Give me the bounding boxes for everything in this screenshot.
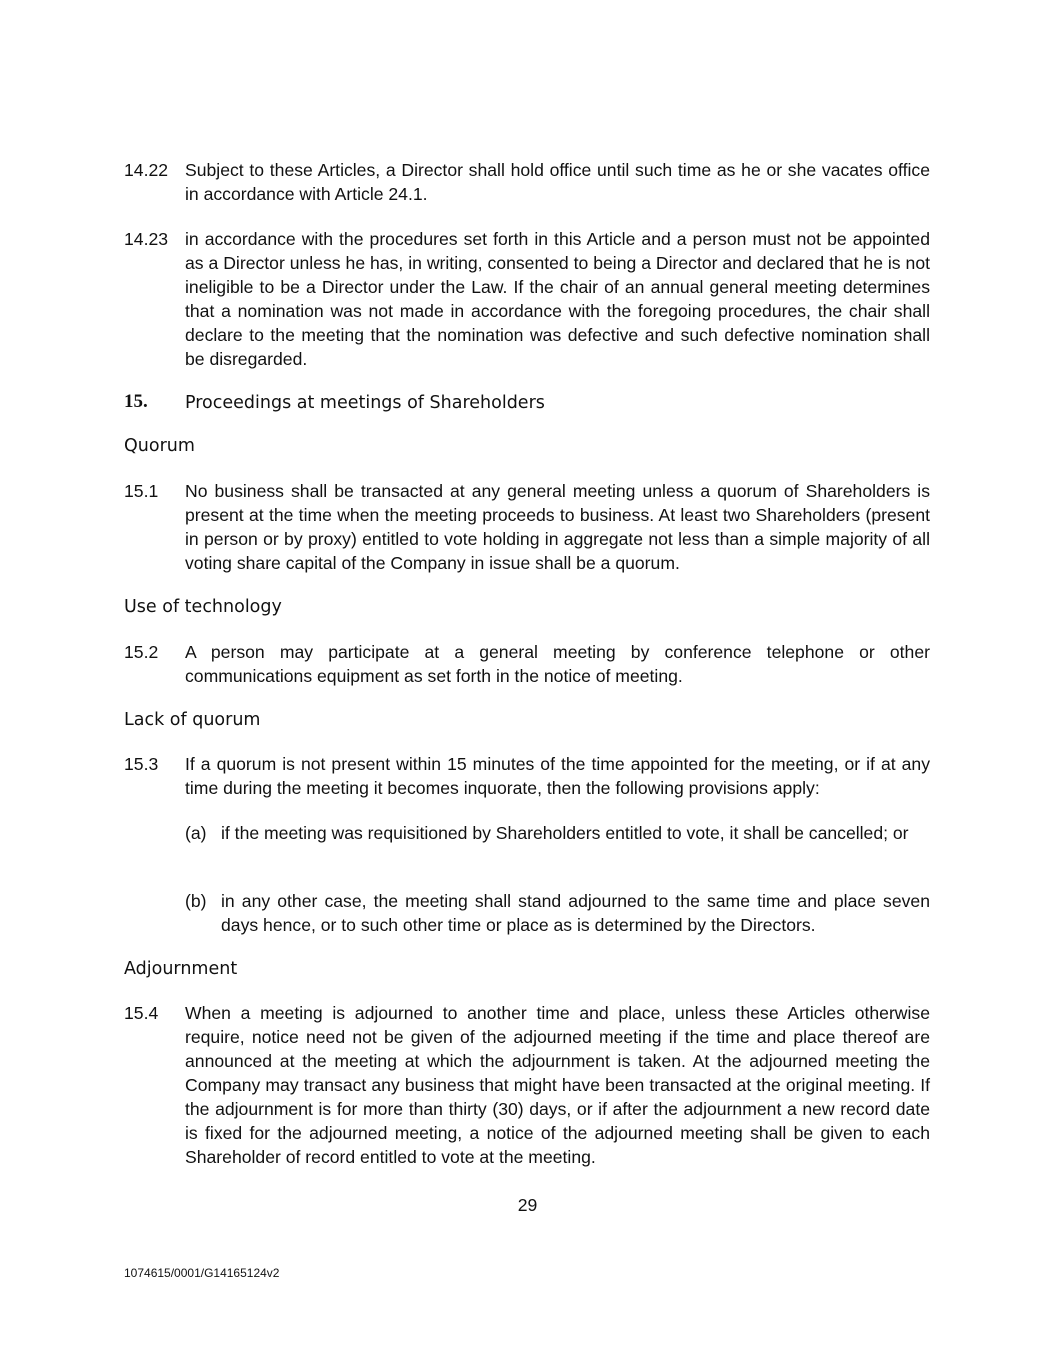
document-reference: 1074615/0001/G14165124v2 — [124, 1266, 280, 1280]
section-15-heading — [124, 390, 545, 415]
clause-number: 15.1 — [124, 481, 159, 501]
clause-14-22 — [124, 158, 930, 206]
subclause-15-3-b — [185, 889, 930, 937]
clause-text: Subject to these Articles, a Director shall hold office until such time as he or she vacates office in accordance with Article 24.1. — [185, 160, 930, 204]
subclause-label: (b) — [185, 891, 207, 911]
subclause-text: in any other case, the meeting shall stand adjourned to the same time and place seven days hence, or to such other time or place as is determined by the Directors. — [221, 891, 930, 935]
technology-heading: Use of technology — [124, 597, 282, 617]
lack-of-quorum-heading: Lack of quorum — [124, 710, 261, 730]
clause-15-4 — [124, 1001, 930, 1169]
clause-number: 15.3 — [124, 754, 159, 774]
subclause-text: if the meeting was requisitioned by Shareholders entitled to vote, it shall be cancelled; or — [221, 823, 909, 843]
clause-number: 15.4 — [124, 1003, 159, 1023]
subclause-15-3-a — [185, 821, 930, 845]
clause-number: 15.2 — [124, 642, 159, 662]
clause-number: 14.23 — [124, 229, 169, 249]
clause-text: When a meeting is adjourned to another time and place, unless these Articles otherwise require, notice need not be given of the adjourned meeting if the time and place thereof are announced at the meeting at which the adjournment is taken. At the adjourned meeting the Company may transact any business that might have been transacted at the original meeting. If the adjournment is for more than thirty (30) days, or if after the adjournment a new record date is fixed for the adjourned meeting, a notice of the adjourned meeting shall be given to each Shareholder of record entitled to vote at the meeting. — [185, 1003, 930, 1167]
clause-text: A person may participate at a general meeting by conference telephone or other communications equipment as set forth in the notice of meeting. — [185, 642, 930, 686]
quorum-heading: Quorum — [124, 436, 195, 456]
clause-15-3 — [124, 752, 930, 800]
section-title: Proceedings at meetings of Shareholders — [185, 393, 545, 413]
clause-text: No business shall be transacted at any general meeting unless a quorum of Shareholders is present at the time when the meeting proceeds to business. At least two Shareholders (present in person or by proxy) entitled to vote holding in aggregate not less than a simple majority of all voting share capital of the Company in issue shall be a quorum. — [185, 481, 930, 573]
clause-text: in accordance with the procedures set forth in this Article and a person must not be appointed as a Director unless he has, in writing, consented to being a Director and declared that he is not ineligible to be a Director under the Law. If the chair of an annual general meeting determines that a nomination was not made in accordance with the foregoing procedures, the chair shall declare to the meeting that the nomination was defective and such defective nomination shall be disregarded. — [185, 229, 930, 369]
clause-15-2 — [124, 640, 930, 688]
clause-15-1 — [124, 479, 930, 575]
adjournment-heading: Adjournment — [124, 959, 238, 979]
page-number: 29 — [517, 1195, 538, 1215]
subclause-label: (a) — [185, 823, 207, 843]
section-number: 15. — [124, 391, 148, 412]
clause-number: 14.22 — [124, 160, 169, 180]
clause-text: If a quorum is not present within 15 minutes of the time appointed for the meeting, or if at any time during the meeting it becomes inquorate, then the following provisions apply: — [185, 754, 930, 798]
clause-14-23 — [124, 227, 930, 371]
